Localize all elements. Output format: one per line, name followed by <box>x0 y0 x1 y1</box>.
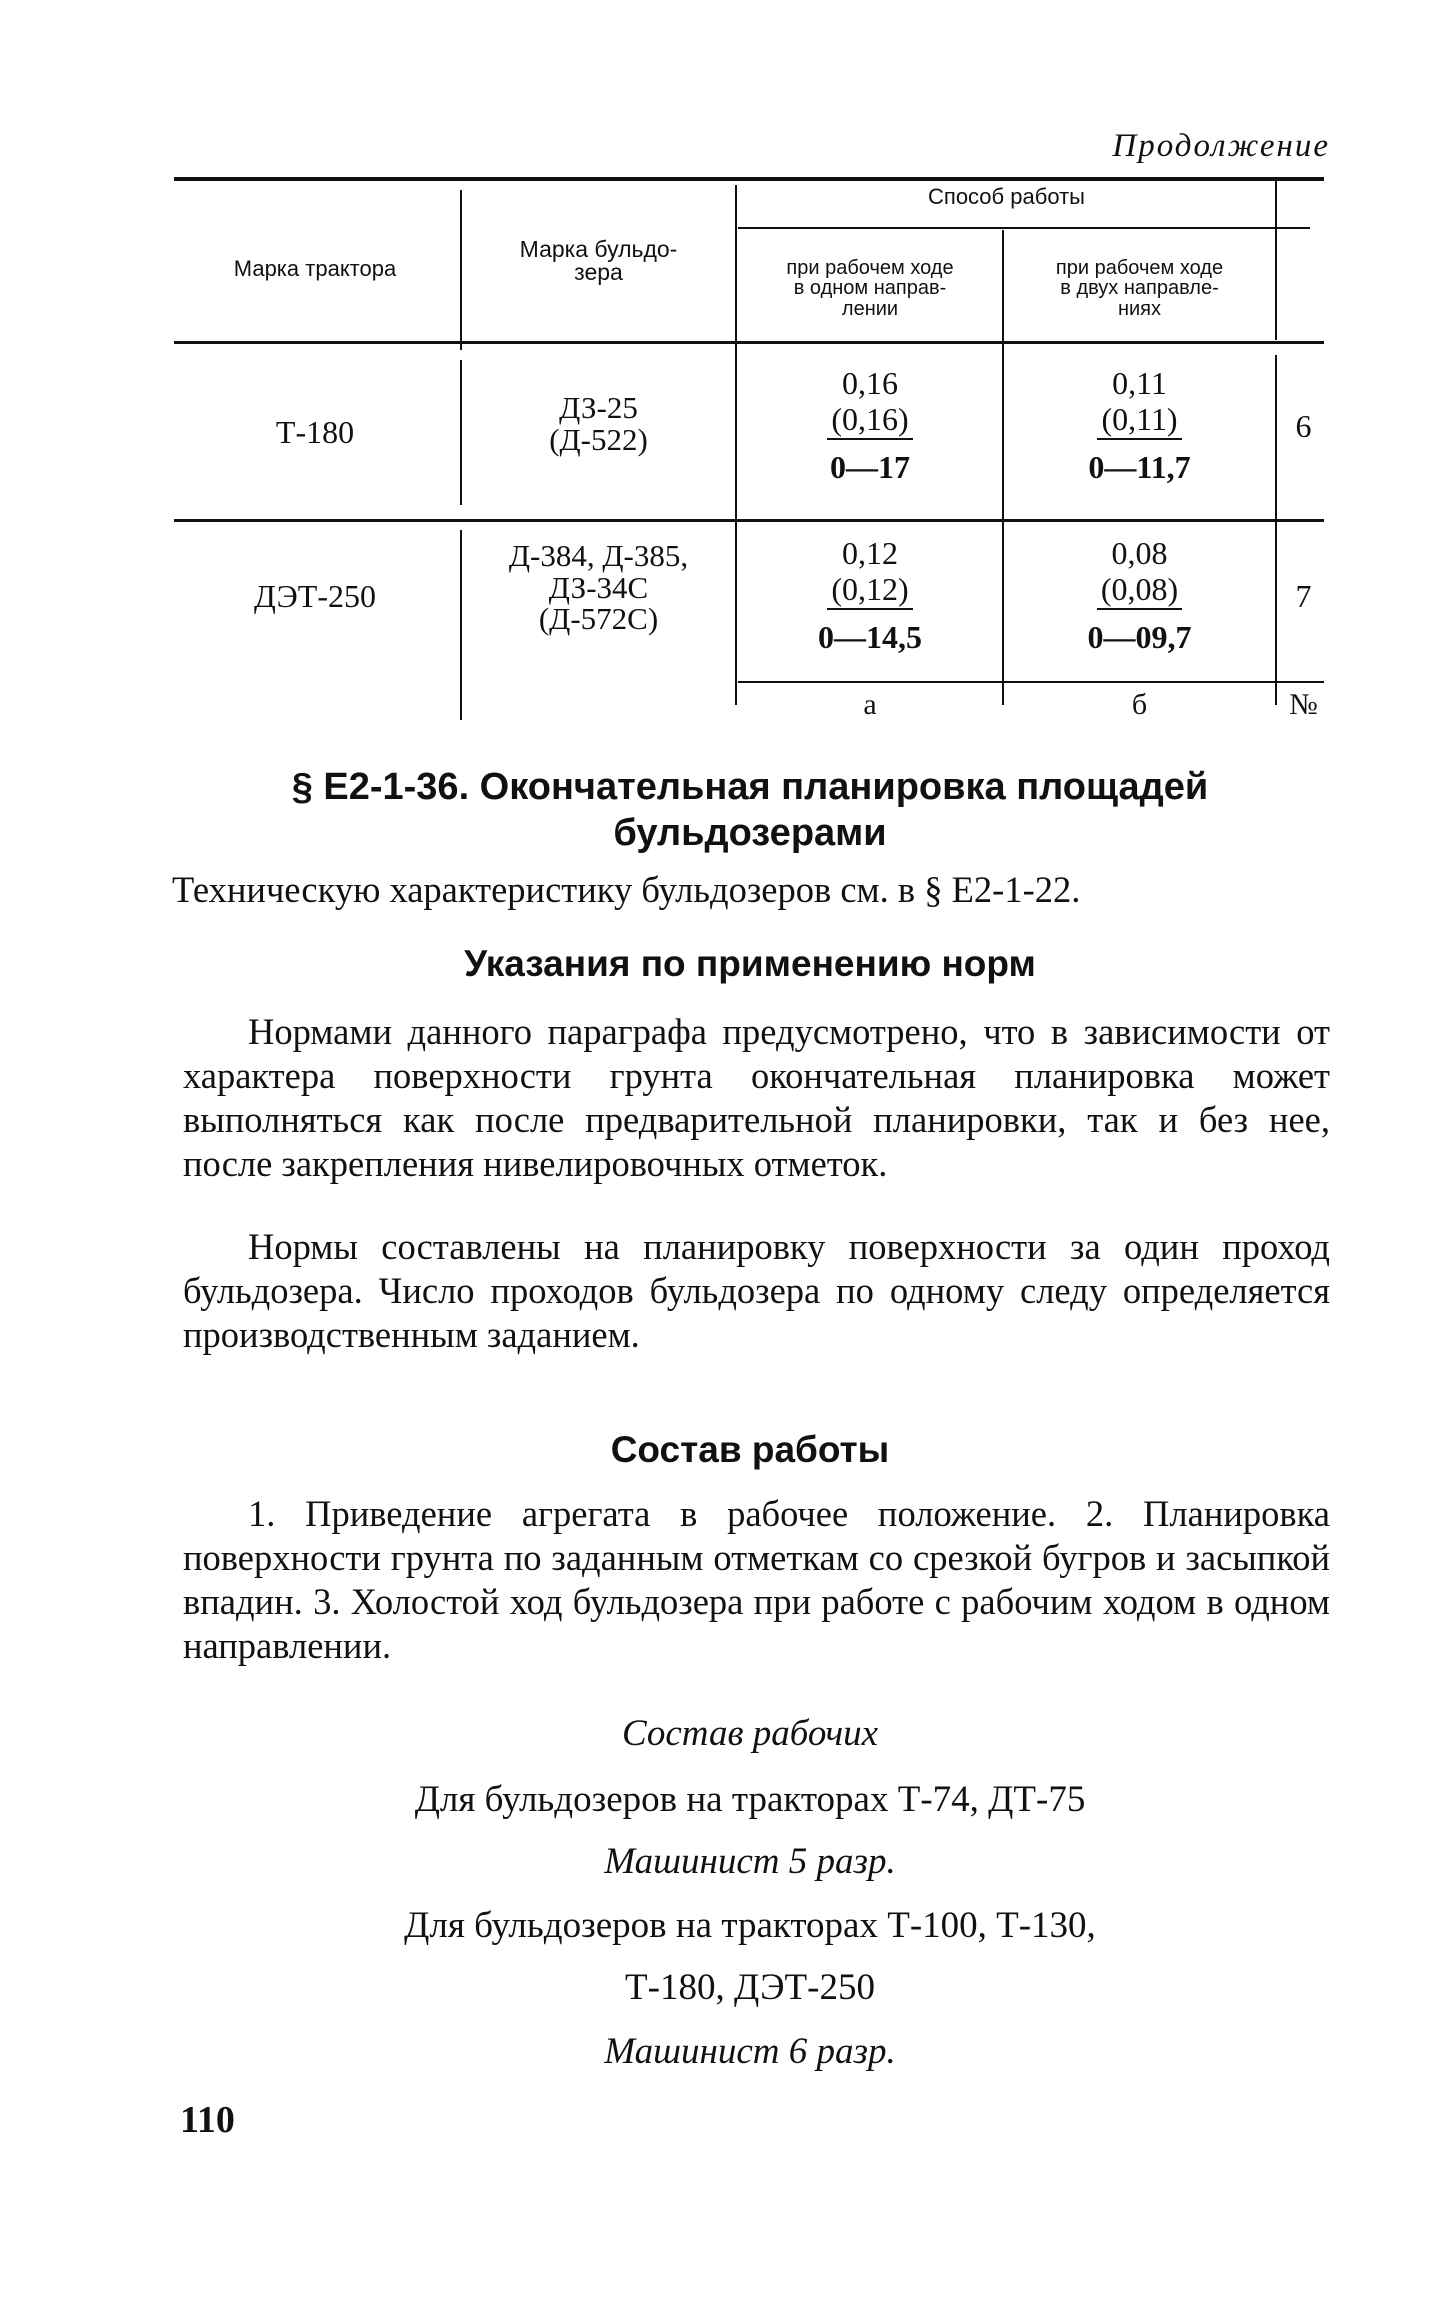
row2-bulldozer: Д-384, Д-385, ДЗ-34С (Д-572С) <box>508 538 689 637</box>
work-description: 1. Приведение агрегата в рабочее положение. 2. Планировка поверхности грунта по заданным отметкам со срезкой бугров и засыпкой впадин. 3. Холостой ход бульдозера при работе с рабочим ходом в одном направлении. <box>183 1493 1330 1666</box>
crew-heading: Состав рабочих <box>621 1713 879 1754</box>
crew2-worker: Машинист 6 разр. <box>604 2031 896 2072</box>
norms-table <box>170 170 1330 730</box>
usage-paragraph-2: Нормы составлены на планировку поверхности за один проход бульдозера. Число проходов бульдозера по одному следу определяется производственным заданием. <box>183 1226 1330 1355</box>
footer-col-a: а <box>863 688 877 721</box>
row1-b-price: 0—11,7 <box>1088 448 1191 485</box>
footer-col-b: б <box>1131 688 1148 721</box>
row2-b-price: 0—09,7 <box>1087 618 1192 655</box>
row2-a-value: 0,12 <box>842 535 898 571</box>
header-bulldozer: Марка бульдо- зера <box>519 236 678 286</box>
page-number: 110 <box>180 2099 235 2141</box>
crew1-line: Для бульдозеров на тракторах Т-74, ДТ-75 <box>414 1779 1086 1820</box>
header-tractor: Марка трактора <box>233 256 397 281</box>
continuation-label: Продолжение <box>1112 128 1330 164</box>
row1-tractor: Т-180 <box>275 414 355 450</box>
col-divider-4 <box>1275 355 1277 705</box>
table-top-rule <box>174 177 1324 181</box>
row1-col-a <box>738 366 1002 485</box>
footer-number: № <box>1289 688 1318 721</box>
row2-b-value: 0,08 <box>1111 535 1168 571</box>
method-divider <box>738 227 1310 229</box>
header-col-b: при рабочем ходе в двух направле- ниях <box>1055 257 1224 320</box>
row1-col-b <box>1004 366 1275 485</box>
header-method: Способ работы <box>928 184 1085 209</box>
row1-b-value: 0,11 <box>1112 365 1167 401</box>
row2-a-price: 0—14,5 <box>818 618 922 655</box>
tech-reference: Техническую характеристику бульдозеров см. в § Е2-1-22. <box>172 869 1081 910</box>
row2-a-paren: (0,12) <box>827 572 912 610</box>
row1-b-paren: (0,11) <box>1097 402 1181 440</box>
row2-b-paren: (0,08) <box>1097 572 1182 610</box>
row1-a-value: 0,16 <box>842 365 898 401</box>
row1-a-paren: (0,16) <box>827 402 912 440</box>
crew2-line-1: Для бульдозеров на тракторах Т-100, Т-130, <box>404 1905 1096 1946</box>
row1-number: 6 <box>1295 408 1312 444</box>
row1-bulldozer: ДЗ-25 (Д-522) <box>549 390 648 457</box>
row2-col-b <box>1004 536 1275 655</box>
footer-rule <box>738 681 1324 683</box>
col-divider-2 <box>735 185 737 705</box>
col-divider-4-head <box>1275 180 1277 340</box>
row-divider <box>174 519 1324 522</box>
usage-paragraph-1: Нормами данного параграфа предусмотрено, что в зависимости от характера поверхности грунта окончательная планировка может выполняться как после предварительной планировки, так и без нее, после закрепления нивелировочных отметок. <box>183 1011 1330 1184</box>
row1-a-price: 0—17 <box>830 448 910 485</box>
header-bottom-rule <box>174 341 1324 344</box>
usage-heading: Указания по применению норм <box>464 943 1036 984</box>
crew1-worker: Машинист 5 разр. <box>604 1841 896 1882</box>
crew2-line-2: Т-180, ДЭТ-250 <box>625 1967 875 2008</box>
header-col-a: при рабочем ходе в одном направ- лении <box>786 257 954 320</box>
row2-col-a <box>738 536 1002 655</box>
row2-number: 7 <box>1295 578 1312 614</box>
section-title: § Е2-1-36. Окончательная планировка площадей бульдозерами <box>291 766 1209 854</box>
work-heading: Состав работы <box>610 1429 890 1470</box>
row2-tractor: ДЭТ-250 <box>254 578 376 614</box>
